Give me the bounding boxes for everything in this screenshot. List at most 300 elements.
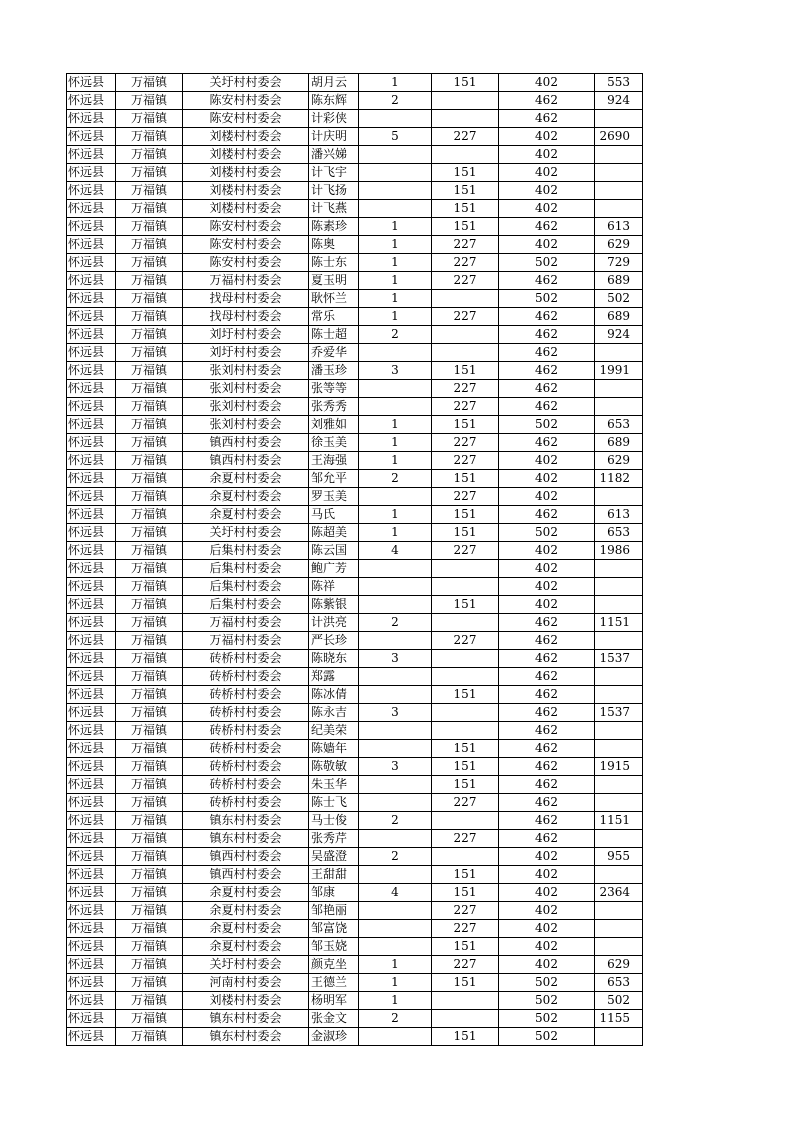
amount-a-cell bbox=[432, 848, 499, 866]
county-cell: 怀远县 bbox=[67, 812, 116, 830]
county-cell: 怀远县 bbox=[67, 146, 116, 164]
total-cell bbox=[595, 110, 643, 128]
count-cell: 2 bbox=[359, 848, 432, 866]
amount-b-cell: 462 bbox=[499, 344, 595, 362]
count-cell: 1 bbox=[359, 254, 432, 272]
county-cell: 怀远县 bbox=[67, 974, 116, 992]
count-cell bbox=[359, 146, 432, 164]
amount-a-cell bbox=[432, 326, 499, 344]
total-cell: 924 bbox=[595, 326, 643, 344]
count-cell bbox=[359, 740, 432, 758]
count-cell bbox=[359, 200, 432, 218]
table-body bbox=[67, 74, 643, 1046]
amount-b-cell: 462 bbox=[499, 110, 595, 128]
village-committee-cell: 镇西村村委会 bbox=[183, 866, 309, 884]
table-row bbox=[67, 992, 643, 1010]
amount-b-cell: 402 bbox=[499, 146, 595, 164]
town-cell: 万福镇 bbox=[116, 128, 183, 146]
count-cell: 1 bbox=[359, 452, 432, 470]
amount-b-cell: 462 bbox=[499, 758, 595, 776]
town-cell: 万福镇 bbox=[116, 362, 183, 380]
amount-a-cell: 151 bbox=[432, 758, 499, 776]
total-cell bbox=[595, 866, 643, 884]
count-cell: 1 bbox=[359, 416, 432, 434]
amount-b-cell: 462 bbox=[499, 632, 595, 650]
table-row bbox=[67, 848, 643, 866]
table-row bbox=[67, 398, 643, 416]
town-cell: 万福镇 bbox=[116, 272, 183, 290]
amount-b-cell: 462 bbox=[499, 740, 595, 758]
county-cell: 怀远县 bbox=[67, 452, 116, 470]
count-cell bbox=[359, 722, 432, 740]
count-cell bbox=[359, 398, 432, 416]
table-row bbox=[67, 362, 643, 380]
town-cell: 万福镇 bbox=[116, 254, 183, 272]
town-cell: 万福镇 bbox=[116, 560, 183, 578]
table-row bbox=[67, 956, 643, 974]
town-cell: 万福镇 bbox=[116, 236, 183, 254]
count-cell bbox=[359, 1028, 432, 1046]
county-cell: 怀远县 bbox=[67, 1028, 116, 1046]
village-committee-cell: 砖桥村村委会 bbox=[183, 740, 309, 758]
village-committee-cell: 余夏村村委会 bbox=[183, 902, 309, 920]
table-row bbox=[67, 686, 643, 704]
amount-b-cell: 402 bbox=[499, 848, 595, 866]
amount-a-cell: 151 bbox=[432, 1028, 499, 1046]
amount-b-cell: 502 bbox=[499, 416, 595, 434]
amount-a-cell: 227 bbox=[432, 488, 499, 506]
name-cell: 徐玉美 bbox=[309, 434, 359, 452]
amount-a-cell: 227 bbox=[432, 434, 499, 452]
amount-b-cell: 462 bbox=[499, 362, 595, 380]
table-row bbox=[67, 830, 643, 848]
county-cell: 怀远县 bbox=[67, 650, 116, 668]
table-row bbox=[67, 452, 643, 470]
total-cell: 653 bbox=[595, 416, 643, 434]
amount-a-cell: 151 bbox=[432, 776, 499, 794]
amount-b-cell: 502 bbox=[499, 290, 595, 308]
total-cell: 2690 bbox=[595, 128, 643, 146]
amount-a-cell: 151 bbox=[432, 164, 499, 182]
table-row bbox=[67, 722, 643, 740]
village-committee-cell: 张刘村村委会 bbox=[183, 380, 309, 398]
county-cell: 怀远县 bbox=[67, 290, 116, 308]
village-committee-cell: 万福村村委会 bbox=[183, 632, 309, 650]
amount-a-cell bbox=[432, 812, 499, 830]
county-cell: 怀远县 bbox=[67, 326, 116, 344]
total-cell bbox=[595, 488, 643, 506]
town-cell: 万福镇 bbox=[116, 740, 183, 758]
count-cell: 2 bbox=[359, 326, 432, 344]
town-cell: 万福镇 bbox=[116, 722, 183, 740]
table-row bbox=[67, 1010, 643, 1028]
count-cell bbox=[359, 830, 432, 848]
county-cell: 怀远县 bbox=[67, 668, 116, 686]
amount-b-cell: 462 bbox=[499, 614, 595, 632]
town-cell: 万福镇 bbox=[116, 902, 183, 920]
town-cell: 万福镇 bbox=[116, 164, 183, 182]
amount-b-cell: 502 bbox=[499, 1028, 595, 1046]
total-cell bbox=[595, 578, 643, 596]
name-cell: 张秀秀 bbox=[309, 398, 359, 416]
amount-b-cell: 402 bbox=[499, 902, 595, 920]
county-cell: 怀远县 bbox=[67, 218, 116, 236]
name-cell: 邹允平 bbox=[309, 470, 359, 488]
total-cell: 553 bbox=[595, 74, 643, 92]
table-row bbox=[67, 596, 643, 614]
table-row bbox=[67, 740, 643, 758]
name-cell: 陈奥 bbox=[309, 236, 359, 254]
village-committee-cell: 余夏村村委会 bbox=[183, 920, 309, 938]
name-cell: 刘雅如 bbox=[309, 416, 359, 434]
count-cell bbox=[359, 182, 432, 200]
table-row bbox=[67, 218, 643, 236]
total-cell: 613 bbox=[595, 506, 643, 524]
name-cell: 邹富饶 bbox=[309, 920, 359, 938]
name-cell: 陈永吉 bbox=[309, 704, 359, 722]
amount-a-cell: 227 bbox=[432, 380, 499, 398]
town-cell: 万福镇 bbox=[116, 974, 183, 992]
table-row bbox=[67, 920, 643, 938]
amount-b-cell: 462 bbox=[499, 398, 595, 416]
village-committee-cell: 镇西村村委会 bbox=[183, 452, 309, 470]
name-cell: 陈东辉 bbox=[309, 92, 359, 110]
name-cell: 计洪亮 bbox=[309, 614, 359, 632]
town-cell: 万福镇 bbox=[116, 632, 183, 650]
county-cell: 怀远县 bbox=[67, 596, 116, 614]
total-cell: 653 bbox=[595, 974, 643, 992]
village-committee-cell: 砖桥村村委会 bbox=[183, 794, 309, 812]
village-committee-cell: 余夏村村委会 bbox=[183, 470, 309, 488]
table-row bbox=[67, 236, 643, 254]
village-committee-cell: 镇东村村委会 bbox=[183, 1028, 309, 1046]
village-committee-cell: 张刘村村委会 bbox=[183, 362, 309, 380]
county-cell: 怀远县 bbox=[67, 470, 116, 488]
village-committee-cell: 关圩村村委会 bbox=[183, 956, 309, 974]
amount-a-cell: 151 bbox=[432, 470, 499, 488]
amount-a-cell bbox=[432, 110, 499, 128]
amount-b-cell: 402 bbox=[499, 236, 595, 254]
town-cell: 万福镇 bbox=[116, 686, 183, 704]
town-cell: 万福镇 bbox=[116, 758, 183, 776]
amount-a-cell: 227 bbox=[432, 398, 499, 416]
table-row bbox=[67, 254, 643, 272]
amount-b-cell: 462 bbox=[499, 434, 595, 452]
table-row bbox=[67, 884, 643, 902]
count-cell bbox=[359, 668, 432, 686]
table-row bbox=[67, 560, 643, 578]
total-cell bbox=[595, 398, 643, 416]
town-cell: 万福镇 bbox=[116, 668, 183, 686]
county-cell: 怀远县 bbox=[67, 434, 116, 452]
village-committee-cell: 关圩村村委会 bbox=[183, 74, 309, 92]
total-cell: 1151 bbox=[595, 614, 643, 632]
village-committee-cell: 镇西村村委会 bbox=[183, 848, 309, 866]
name-cell: 计彩侠 bbox=[309, 110, 359, 128]
county-cell: 怀远县 bbox=[67, 164, 116, 182]
name-cell: 鲍广芳 bbox=[309, 560, 359, 578]
town-cell: 万福镇 bbox=[116, 488, 183, 506]
amount-b-cell: 402 bbox=[499, 488, 595, 506]
county-cell: 怀远县 bbox=[67, 308, 116, 326]
table-row bbox=[67, 866, 643, 884]
amount-a-cell: 227 bbox=[432, 236, 499, 254]
town-cell: 万福镇 bbox=[116, 182, 183, 200]
total-cell bbox=[595, 182, 643, 200]
total-cell bbox=[595, 164, 643, 182]
count-cell bbox=[359, 920, 432, 938]
count-cell bbox=[359, 902, 432, 920]
name-cell: 马士俊 bbox=[309, 812, 359, 830]
county-cell: 怀远县 bbox=[67, 794, 116, 812]
county-cell: 怀远县 bbox=[67, 272, 116, 290]
amount-b-cell: 402 bbox=[499, 956, 595, 974]
county-cell: 怀远县 bbox=[67, 74, 116, 92]
amount-a-cell: 227 bbox=[432, 308, 499, 326]
town-cell: 万福镇 bbox=[116, 596, 183, 614]
amount-a-cell: 151 bbox=[432, 740, 499, 758]
town-cell: 万福镇 bbox=[116, 830, 183, 848]
town-cell: 万福镇 bbox=[116, 920, 183, 938]
town-cell: 万福镇 bbox=[116, 992, 183, 1010]
total-cell bbox=[595, 686, 643, 704]
county-cell: 怀远县 bbox=[67, 542, 116, 560]
amount-a-cell: 151 bbox=[432, 218, 499, 236]
town-cell: 万福镇 bbox=[116, 416, 183, 434]
total-cell: 1991 bbox=[595, 362, 643, 380]
amount-a-cell: 151 bbox=[432, 884, 499, 902]
name-cell: 常乐 bbox=[309, 308, 359, 326]
table-row bbox=[67, 308, 643, 326]
village-committee-cell: 关圩村村委会 bbox=[183, 524, 309, 542]
town-cell: 万福镇 bbox=[116, 938, 183, 956]
amount-b-cell: 402 bbox=[499, 470, 595, 488]
total-cell: 924 bbox=[595, 92, 643, 110]
total-cell: 1915 bbox=[595, 758, 643, 776]
table-row bbox=[67, 578, 643, 596]
village-committee-cell: 砖桥村村委会 bbox=[183, 776, 309, 794]
name-cell: 陈士超 bbox=[309, 326, 359, 344]
town-cell: 万福镇 bbox=[116, 524, 183, 542]
table-row bbox=[67, 650, 643, 668]
count-cell: 1 bbox=[359, 974, 432, 992]
household-table bbox=[66, 73, 643, 1046]
village-committee-cell: 镇东村村委会 bbox=[183, 1010, 309, 1028]
table-row bbox=[67, 542, 643, 560]
count-cell: 2 bbox=[359, 92, 432, 110]
total-cell bbox=[595, 668, 643, 686]
total-cell: 1537 bbox=[595, 704, 643, 722]
village-committee-cell: 镇东村村委会 bbox=[183, 830, 309, 848]
name-cell: 潘玉珍 bbox=[309, 362, 359, 380]
county-cell: 怀远县 bbox=[67, 506, 116, 524]
amount-b-cell: 402 bbox=[499, 200, 595, 218]
amount-b-cell: 402 bbox=[499, 542, 595, 560]
name-cell: 陈素珍 bbox=[309, 218, 359, 236]
town-cell: 万福镇 bbox=[116, 452, 183, 470]
count-cell: 2 bbox=[359, 812, 432, 830]
village-committee-cell: 砖桥村村委会 bbox=[183, 686, 309, 704]
total-cell bbox=[595, 776, 643, 794]
count-cell bbox=[359, 488, 432, 506]
total-cell bbox=[595, 938, 643, 956]
count-cell: 1 bbox=[359, 272, 432, 290]
name-cell: 颜克坐 bbox=[309, 956, 359, 974]
total-cell: 1155 bbox=[595, 1010, 643, 1028]
amount-a-cell: 151 bbox=[432, 200, 499, 218]
name-cell: 陈士飞 bbox=[309, 794, 359, 812]
amount-b-cell: 462 bbox=[499, 380, 595, 398]
table-row bbox=[67, 380, 643, 398]
table-row bbox=[67, 614, 643, 632]
town-cell: 万福镇 bbox=[116, 884, 183, 902]
amount-a-cell: 151 bbox=[432, 938, 499, 956]
county-cell: 怀远县 bbox=[67, 776, 116, 794]
town-cell: 万福镇 bbox=[116, 398, 183, 416]
table-row bbox=[67, 794, 643, 812]
count-cell bbox=[359, 560, 432, 578]
county-cell: 怀远县 bbox=[67, 758, 116, 776]
village-committee-cell: 砖桥村村委会 bbox=[183, 722, 309, 740]
amount-a-cell bbox=[432, 722, 499, 740]
county-cell: 怀远县 bbox=[67, 686, 116, 704]
name-cell: 陈紫银 bbox=[309, 596, 359, 614]
amount-b-cell: 502 bbox=[499, 254, 595, 272]
total-cell bbox=[595, 1028, 643, 1046]
town-cell: 万福镇 bbox=[116, 326, 183, 344]
village-committee-cell: 余夏村村委会 bbox=[183, 506, 309, 524]
town-cell: 万福镇 bbox=[116, 614, 183, 632]
village-committee-cell: 河南村村委会 bbox=[183, 974, 309, 992]
amount-a-cell bbox=[432, 92, 499, 110]
county-cell: 怀远县 bbox=[67, 398, 116, 416]
village-committee-cell: 后集村村委会 bbox=[183, 596, 309, 614]
amount-a-cell bbox=[432, 614, 499, 632]
county-cell: 怀远县 bbox=[67, 956, 116, 974]
name-cell: 吴盛澄 bbox=[309, 848, 359, 866]
total-cell: 613 bbox=[595, 218, 643, 236]
amount-a-cell: 151 bbox=[432, 524, 499, 542]
total-cell: 689 bbox=[595, 272, 643, 290]
name-cell: 陈超美 bbox=[309, 524, 359, 542]
amount-b-cell: 462 bbox=[499, 776, 595, 794]
town-cell: 万福镇 bbox=[116, 146, 183, 164]
total-cell: 629 bbox=[595, 452, 643, 470]
count-cell: 1 bbox=[359, 74, 432, 92]
town-cell: 万福镇 bbox=[116, 956, 183, 974]
village-committee-cell: 镇东村村委会 bbox=[183, 812, 309, 830]
name-cell: 张秀芹 bbox=[309, 830, 359, 848]
town-cell: 万福镇 bbox=[116, 470, 183, 488]
amount-b-cell: 402 bbox=[499, 128, 595, 146]
town-cell: 万福镇 bbox=[116, 344, 183, 362]
name-cell: 陈士东 bbox=[309, 254, 359, 272]
count-cell: 1 bbox=[359, 290, 432, 308]
amount-a-cell: 151 bbox=[432, 182, 499, 200]
name-cell: 计飞扬 bbox=[309, 182, 359, 200]
total-cell bbox=[595, 380, 643, 398]
table-row bbox=[67, 902, 643, 920]
county-cell: 怀远县 bbox=[67, 632, 116, 650]
county-cell: 怀远县 bbox=[67, 740, 116, 758]
amount-b-cell: 462 bbox=[499, 92, 595, 110]
count-cell bbox=[359, 380, 432, 398]
total-cell: 955 bbox=[595, 848, 643, 866]
total-cell bbox=[595, 722, 643, 740]
table-row bbox=[67, 974, 643, 992]
amount-a-cell: 151 bbox=[432, 416, 499, 434]
town-cell: 万福镇 bbox=[116, 380, 183, 398]
name-cell: 张金文 bbox=[309, 1010, 359, 1028]
table-row bbox=[67, 326, 643, 344]
name-cell: 金淑珍 bbox=[309, 1028, 359, 1046]
amount-a-cell: 227 bbox=[432, 542, 499, 560]
total-cell: 1986 bbox=[595, 542, 643, 560]
amount-a-cell: 227 bbox=[432, 830, 499, 848]
amount-a-cell: 151 bbox=[432, 74, 499, 92]
amount-b-cell: 462 bbox=[499, 830, 595, 848]
village-committee-cell: 余夏村村委会 bbox=[183, 884, 309, 902]
amount-a-cell: 227 bbox=[432, 902, 499, 920]
name-cell: 邹玉娆 bbox=[309, 938, 359, 956]
name-cell: 陈晓东 bbox=[309, 650, 359, 668]
total-cell bbox=[595, 146, 643, 164]
amount-a-cell: 151 bbox=[432, 686, 499, 704]
total-cell bbox=[595, 560, 643, 578]
amount-b-cell: 402 bbox=[499, 74, 595, 92]
amount-b-cell: 462 bbox=[499, 812, 595, 830]
village-committee-cell: 找母村村委会 bbox=[183, 308, 309, 326]
county-cell: 怀远县 bbox=[67, 200, 116, 218]
total-cell: 729 bbox=[595, 254, 643, 272]
amount-a-cell: 227 bbox=[432, 632, 499, 650]
table-row bbox=[67, 92, 643, 110]
count-cell: 1 bbox=[359, 218, 432, 236]
county-cell: 怀远县 bbox=[67, 614, 116, 632]
count-cell: 1 bbox=[359, 236, 432, 254]
county-cell: 怀远县 bbox=[67, 560, 116, 578]
count-cell: 1 bbox=[359, 434, 432, 452]
name-cell: 邹康 bbox=[309, 884, 359, 902]
name-cell: 计飞宇 bbox=[309, 164, 359, 182]
name-cell: 严长珍 bbox=[309, 632, 359, 650]
total-cell: 689 bbox=[595, 308, 643, 326]
total-cell: 502 bbox=[595, 290, 643, 308]
town-cell: 万福镇 bbox=[116, 812, 183, 830]
county-cell: 怀远县 bbox=[67, 704, 116, 722]
amount-a-cell: 151 bbox=[432, 362, 499, 380]
county-cell: 怀远县 bbox=[67, 938, 116, 956]
name-cell: 乔爱华 bbox=[309, 344, 359, 362]
amount-a-cell bbox=[432, 146, 499, 164]
county-cell: 怀远县 bbox=[67, 848, 116, 866]
name-cell: 纪美荣 bbox=[309, 722, 359, 740]
village-committee-cell: 余夏村村委会 bbox=[183, 488, 309, 506]
village-committee-cell: 砖桥村村委会 bbox=[183, 704, 309, 722]
table-row bbox=[67, 938, 643, 956]
county-cell: 怀远县 bbox=[67, 902, 116, 920]
village-committee-cell: 后集村村委会 bbox=[183, 542, 309, 560]
village-committee-cell: 砖桥村村委会 bbox=[183, 650, 309, 668]
amount-a-cell: 227 bbox=[432, 272, 499, 290]
village-committee-cell: 刘楼村村委会 bbox=[183, 164, 309, 182]
amount-b-cell: 402 bbox=[499, 182, 595, 200]
county-cell: 怀远县 bbox=[67, 182, 116, 200]
total-cell bbox=[595, 830, 643, 848]
town-cell: 万福镇 bbox=[116, 794, 183, 812]
amount-b-cell: 462 bbox=[499, 668, 595, 686]
name-cell: 计庆明 bbox=[309, 128, 359, 146]
